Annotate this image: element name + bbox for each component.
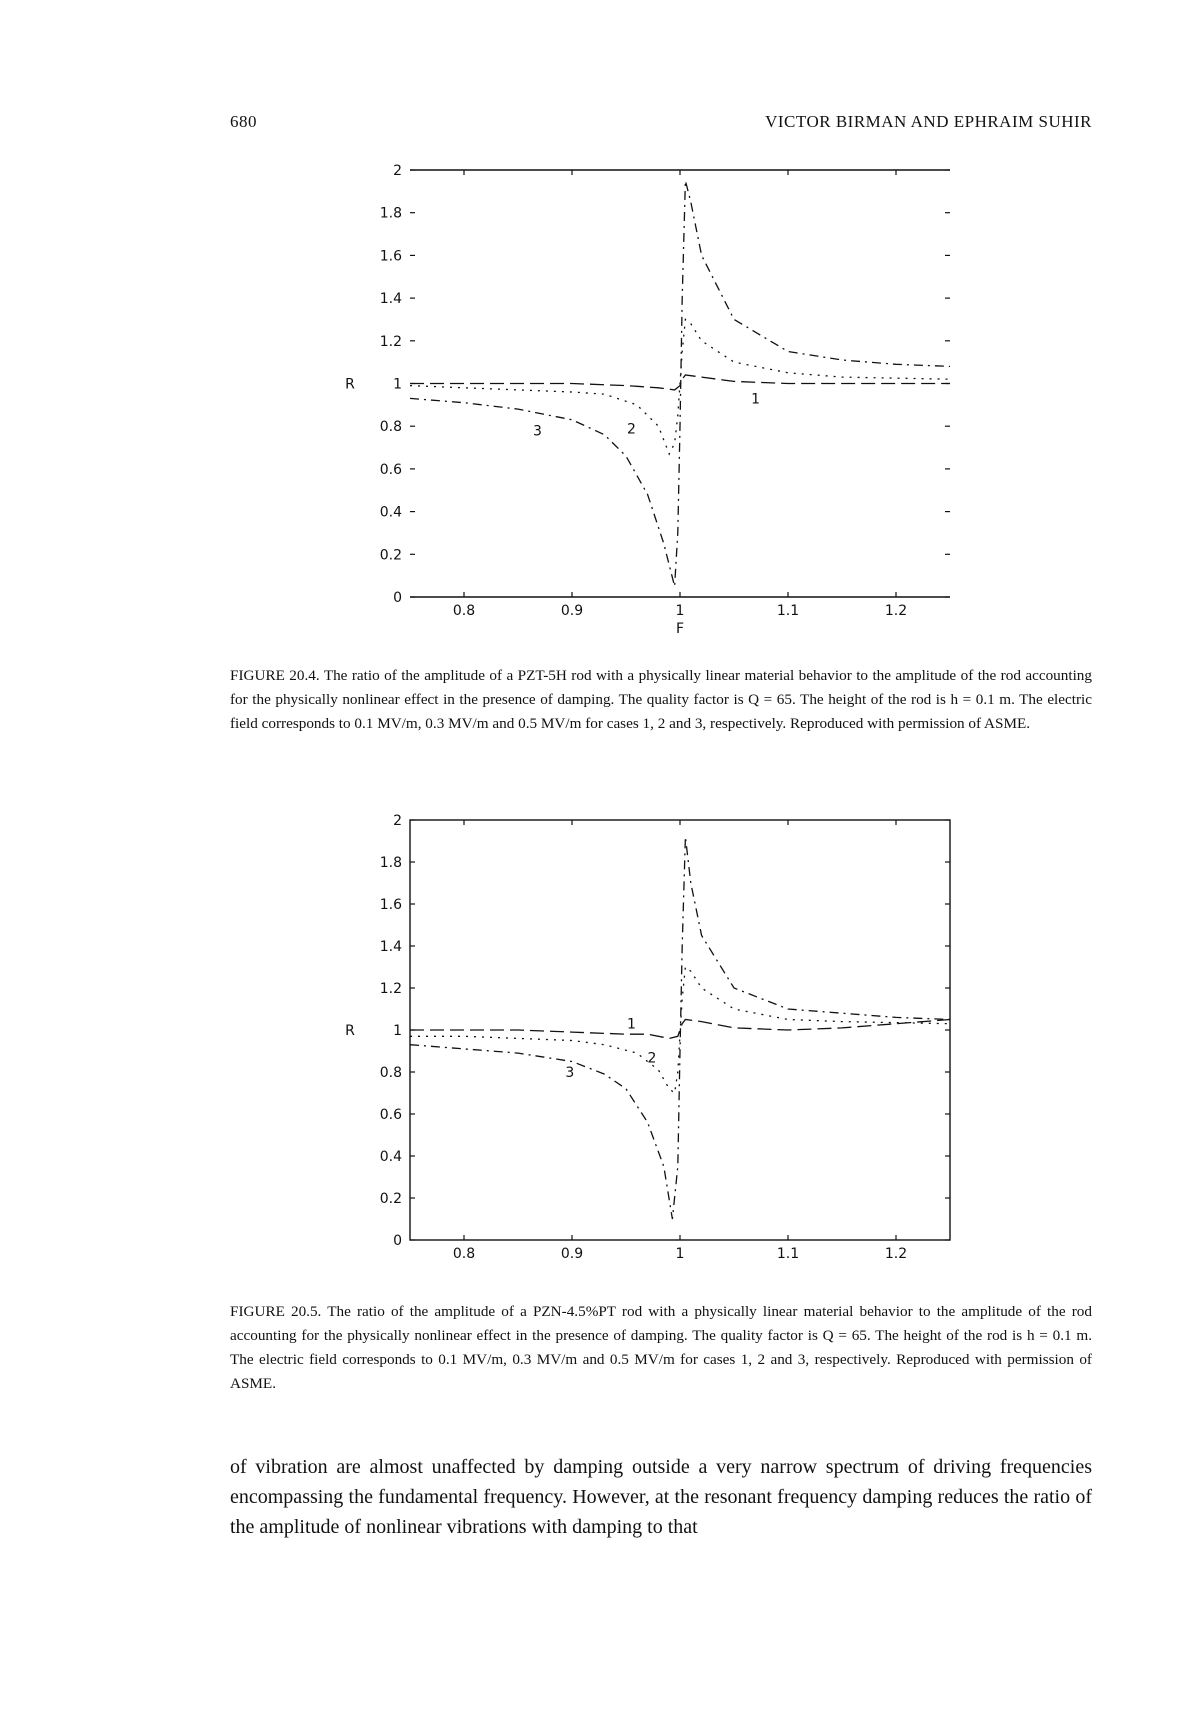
y-tick-label: 0.2 [379, 547, 402, 564]
y-tick-label: 1.4 [379, 291, 402, 308]
y-tick-label: 1.6 [379, 897, 402, 913]
y-tick-label: 0.6 [379, 1107, 402, 1123]
series-label-2: 2 [647, 1050, 657, 1067]
series-label-2: 2 [626, 421, 636, 438]
y-tick-label: 2 [393, 163, 402, 179]
y-tick-label: 1.6 [379, 248, 402, 265]
series-label-1: 1 [751, 391, 761, 408]
y-tick-label: 2 [393, 813, 402, 829]
y-tick-label: 0.4 [379, 1149, 402, 1165]
y-tick-label: 0.4 [379, 504, 402, 521]
x-axis-label: F [675, 621, 685, 637]
y-tick-label: 0.8 [379, 419, 402, 436]
series-label-1: 1 [626, 1016, 636, 1033]
y-tick-label: 0 [393, 1233, 402, 1249]
x-tick-label: 1.1 [776, 603, 800, 619]
y-tick-label: 1.2 [379, 333, 402, 350]
y-tick-label: 1.4 [379, 939, 402, 955]
y-tick-label: 0.6 [379, 461, 402, 478]
y-tick-label: 0.8 [379, 1065, 402, 1081]
running-head [230, 112, 1092, 136]
series-line-2 [410, 319, 950, 454]
y-tick-label: 1.2 [379, 981, 402, 997]
y-tick-label: 1.8 [379, 205, 402, 222]
y-tick-label: 1 [393, 1023, 402, 1039]
body-paragraph: of vibration are almost unaffected by damping outside a very narrow spectrum of driving frequencies encompassing the fundamental frequency. However, at the resonant frequency damping reduces the ratio of the amplitude of nonlinear vibrations with damping to that [230, 1456, 1092, 1538]
figure-20-4-chart [0, 150, 1200, 650]
x-tick-label: 0.8 [452, 603, 476, 619]
figure-20-5-chart [0, 800, 1200, 1280]
series-line-1 [410, 375, 950, 390]
x-tick-label: 0.8 [452, 1246, 476, 1262]
figure-20-4 [0, 150, 1200, 650]
x-tick-label: 0.9 [560, 1246, 584, 1262]
y-tick-label: 1.8 [379, 855, 402, 871]
series-label-3: 3 [565, 1065, 575, 1081]
x-tick-label: 0.9 [560, 603, 584, 619]
x-tick-label: 1 [675, 1246, 685, 1262]
y-axis-label: R [345, 1023, 355, 1039]
x-tick-label: 1.1 [776, 1246, 800, 1262]
y-axis-label: R [345, 376, 355, 393]
x-tick-label: 1.2 [884, 1246, 908, 1262]
y-tick-label: 0.2 [379, 1191, 402, 1207]
figure-20-5-caption: FIGURE 20.5. The ratio of the amplitude of a PZN-4.5%PT rod with a physically linear material behavior to the amplitude of the rod accounting for the physically nonlinear effect in the presence of damping. The quality factor is Q = 65. The height of the rod is h = 0.1 m. The electric field corresponds to 0.1 MV/m, 0.3 MV/m and 0.5 MV/m for cases 1, 2 and 3, respectively. Reproduced with permission of ASME. [230, 1303, 1092, 1392]
series-label-3: 3 [532, 423, 542, 440]
y-tick-label: 1 [393, 376, 402, 393]
figure-20-4-caption: FIGURE 20.4. The ratio of the amplitude of a PZT-5H rod with a physically linear material behavior to the amplitude of the rod accounting for the physically nonlinear effect in the presence of damping. The quality factor is Q = 65. The height of the rod is h = 0.1 m. The electric field corresponds to 0.1 MV/m, 0.3 MV/m and 0.5 MV/m for cases 1, 2 and 3, respectively. Reproduced with permission of ASME. [230, 667, 1092, 732]
figure-20-5 [0, 800, 1200, 1280]
page-number: 680 [230, 112, 257, 131]
running-head-authors: VICTOR BIRMAN AND EPHRAIM SUHIR [765, 112, 1092, 131]
y-tick-label: 0 [393, 590, 402, 606]
x-tick-label: 1.2 [884, 603, 908, 619]
x-tick-label: 1 [675, 603, 685, 619]
series-line-3 [410, 837, 950, 1219]
